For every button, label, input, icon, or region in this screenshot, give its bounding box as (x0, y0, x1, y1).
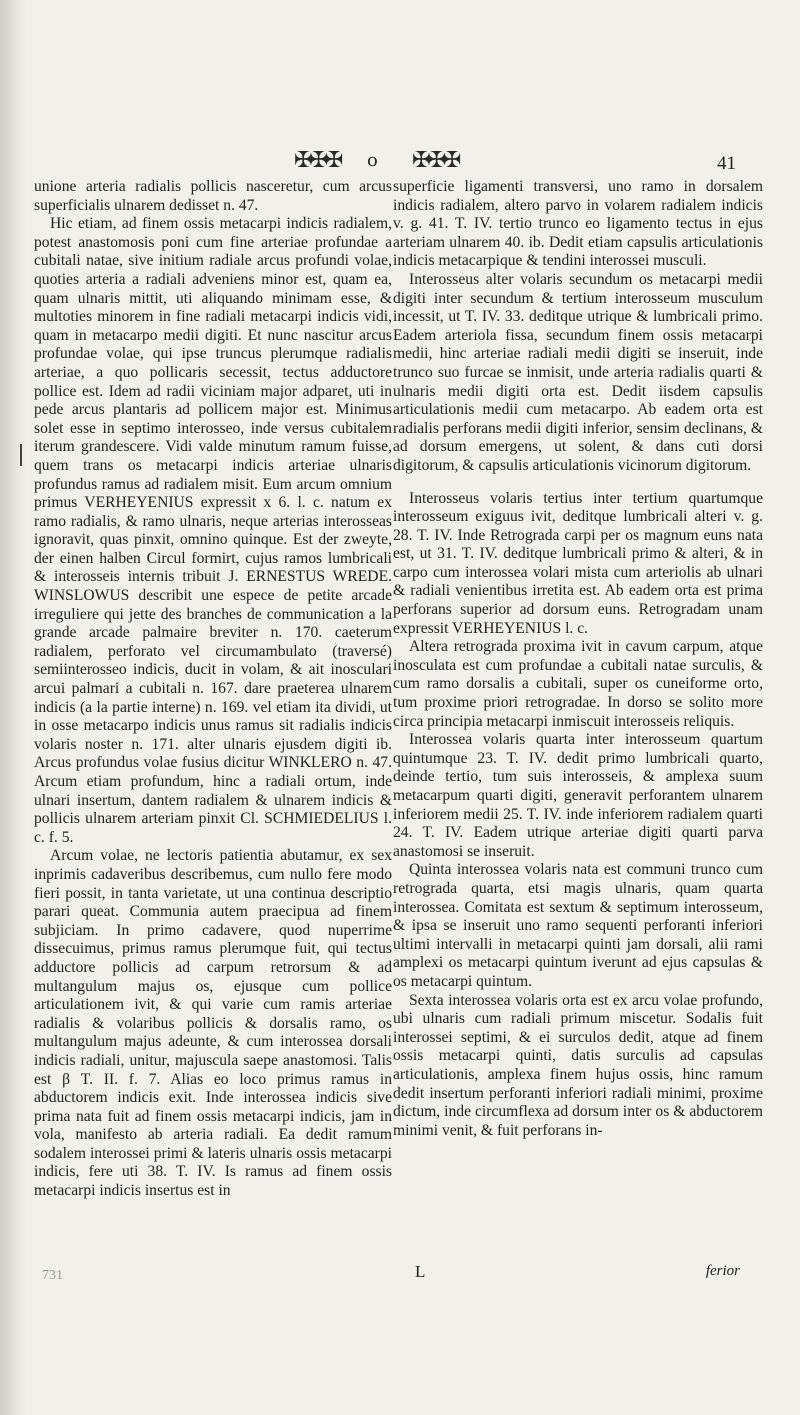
margin-mark (20, 444, 22, 466)
ornament-center: o (367, 150, 375, 171)
page-number: 41 (717, 153, 736, 174)
paragraph: Quinta interossea volaris nata est communi trunco cum retrograda quarta, etsi magis ulnaris, quam quarta interossea. Comitata est sextum & septimum interosseum, & ipsa se inseruit uno ramo sequenti perforanti inferiori ultimi intervalli in metacarpi quinti jam dorsali, alii rami amplexi os metacarpi quintum iverunt ad ejus capsulas & os metacarpi quintum. (393, 861, 763, 990)
ornament-left: ✠✠✠ (294, 148, 341, 173)
left-column (34, 178, 392, 1201)
ornament-right: ✠✠✠ (412, 148, 459, 173)
paragraph: Altera retrograda proxima ivit in cavum carpum, atque inosculata est cum profundae a cubitali natae surculis, & cum ramo dorsalis a cubitali, super os cuneiforme orto, tum proxime priori retrogradae. In dorso se solito more circa principia metacarpi inmiscuit interosseis reliquis. (393, 638, 763, 730)
header-ornament (0, 146, 800, 176)
paragraph: unione arteria radialis pollicis nasceretur, cum arcus superficialis ulnarem dedisset n. 47. (34, 178, 392, 214)
page-stamp: 731 (42, 1268, 63, 1283)
page-spine-shadow (0, 0, 28, 1415)
right-column (393, 178, 763, 1140)
paragraph: Interossea volaris quarta inter interosseum quartum quintumque 23. T. IV. dedit primo lumbricali quarto, deinde tertio, tum suis interosseis, & amplexa suum metacarpum quarti digiti, generavit perforantem ulnarem inferiorem medii 25. T. IV. inde inferiorem radialem quarti 24. T. IV. Eadem utrique arteriae digiti quarti parva anastomosi se inseruit. (393, 731, 763, 860)
paragraph: Arcum volae, ne lectoris patientia abutamur, ex sex inprimis cadaveribus describemus, cum nullo fere modo fieri possit, in tanta varietate, ut una continua descriptio parari queat. Communia autem praecipua ad finem subjiciam. In primo cadavere, quod nuperrime dissecuimus, primus ramus plerumque fuit, qui tectus adductore pollicis ad carpum retrorsum & ad multangulum majus os, ejusque cum pollice articulationem ivit, & qui varie cum ramis arteriae radialis & volaribus pollicis & dorsalis ramo, os multangulum majus adeunte, & cum interossea dorsali indicis radiali, unitur, majuscula saepe anastomosi. Talis est β T. II. f. 7. Alias eo loco primus ramus in abductorem indicis exit. Inde interossea indicis sive prima nata fuit ad finem ossis metacarpi indicis, jam in vola, manifesto ab arteria radiali. Ea dedit ramum sodalem interossei primi & lateris ulnaris ossis metacarpi indicis, fere uti 38. T. IV. Is ramus ad finem ossis metacarpi indicis insertus est in (34, 847, 392, 1200)
paragraph: superficie ligamenti transversi, uno ramo in dorsalem indicis radialem, altero parvo in volarem radialem indicis v. g. 41. T. IV. tertio trunco eo ligamento tectus in ejus arteriam ulnarem 40. ib. Dedit etiam capsulis articulationis indicis metacarpique & tendini interossei musculi. (393, 178, 763, 270)
signature-mark: L (415, 1262, 426, 1281)
paragraph: Interosseus volaris tertius inter tertium quartumque interosseum exiguus ivit, deditque lumbricali alteri v. g. 28. T. IV. Inde Retrograda carpi per os magnum euns nata est, ut 31. T. IV. deditque lumbricali primo & alteri, & in carpo cum interossea volari mista cum arteriolis ab ulnari & radiali venientibus irretita est. Ab eadem orta est prima perforans superior ad dorsum euns. Retrogradam unam expressit VERHEYENIUS l. c. (393, 489, 763, 637)
paragraph: Sexta interossea volaris orta est ex arcu volae profundo, ubi ulnaris cum radiali primum miscetur. Sodalis fuit interossei septimi, & ei surculos dedit, atque ad finem ossis metacarpi quinti, datis surculis ad capsulas articulationis, amplexa finem hujus ossis, hinc ramum dedit insertum perforanti inferiori radiali minimi, proxime dictum, inde circumflexa ad dorsum inter os & abductorem minimi venit, & fuit perforans in- (393, 991, 763, 1139)
paragraph: Hic etiam, ad finem ossis metacarpi indicis radialem, potest anastomosis poni cum fine arteriae profundae a cubitali natae, sive initium radiale arcus profundi volae, quoties arteria a radiali adveniens minor est, quam ea, quam ulnaris mittit, uti aliquando minimam esse, & multoties minorem in fine radiali metacarpi indicis vidi, quam in metacarpo medii digiti. Et nunc nascitur arcus profundae volae, qui ipse truncus plerumque radialis arteriae, a quo pollicaris secessit, tectus adductore pollice est. Idem ad radii viciniam major adparet, uti in pede arcus plantaris ad pollicem major est. Minimus solet esse in septimo interosseo, inde versus cubitalem iterum grandescere. Vidi valde minutum ramum fuisse, quem trans os metacarpi indicis arteriae ulnaris profundus ramus ad radialem misit. Eum arcum omnium primus VERHEYENIUS expressit x 6. l. c. natum ex ramo radialis, & ramo ulnaris, neque arterias interosseas ignoravit, quas pinxit, omnino quinque. Est der zweyte, der einen halben Circul formirt, cujus ramos lumbricali & interosseis internis tribuit J. ERNESTUS WREDE. WINSLOWUS describit une espece de petite arcade irreguliere qui jette des branches de communication a la grande arcade palmaire breviter n. 170. caeterum radialem, perforato vel circumambulato (traversé) semiinterosseo indicis, ducit in volam, & ait inosculari arcui palmari a cubitali n. 167. dare praeterea ulnarem indicis (a la partie interne) n. 169. vel etiam ita dividi, ut in osse metacarpo indicis unus ramus sit radialis indicis volaris noster n. 171. alter ulnaris ejusdem digiti ib. Arcus profundus volae fusius dicitur WINKLERO n. 47. Arcum etiam profundum, hinc a radiali ortum, inde ulnari insertum, dantem radialem & ulnarem indicis & pollicis ulnarem arteriam pinxit Cl. SCHMIEDELIUS l. c. f. 5. (34, 215, 392, 846)
catchword: ferior (705, 1263, 740, 1279)
paragraph: Interosseus alter volaris secundum os metacarpi medii digiti inter secundum & tertium interosseum musculum incessit, ut T. IV. 33. deditque utrique & lumbricali primo. Eadem arteriola fissa, secundum finem ossis metacarpi medii, hinc arteriae radiali medii digiti se inseruit, inde trunco suo furcae se inmisit, unde arteria radialis quarti & ulnaris medii digiti orta est. Dedit iisdem capsulis articulationis medii cum metacarpo. Ab eadem orta est radialis perforans medii digiti inferior, sensim declinans, & ad dorsum emergens, ut solent, & dans cuti dorsi digitorum, & capsulis articulationis vicinorum digitorum. (393, 270, 763, 474)
